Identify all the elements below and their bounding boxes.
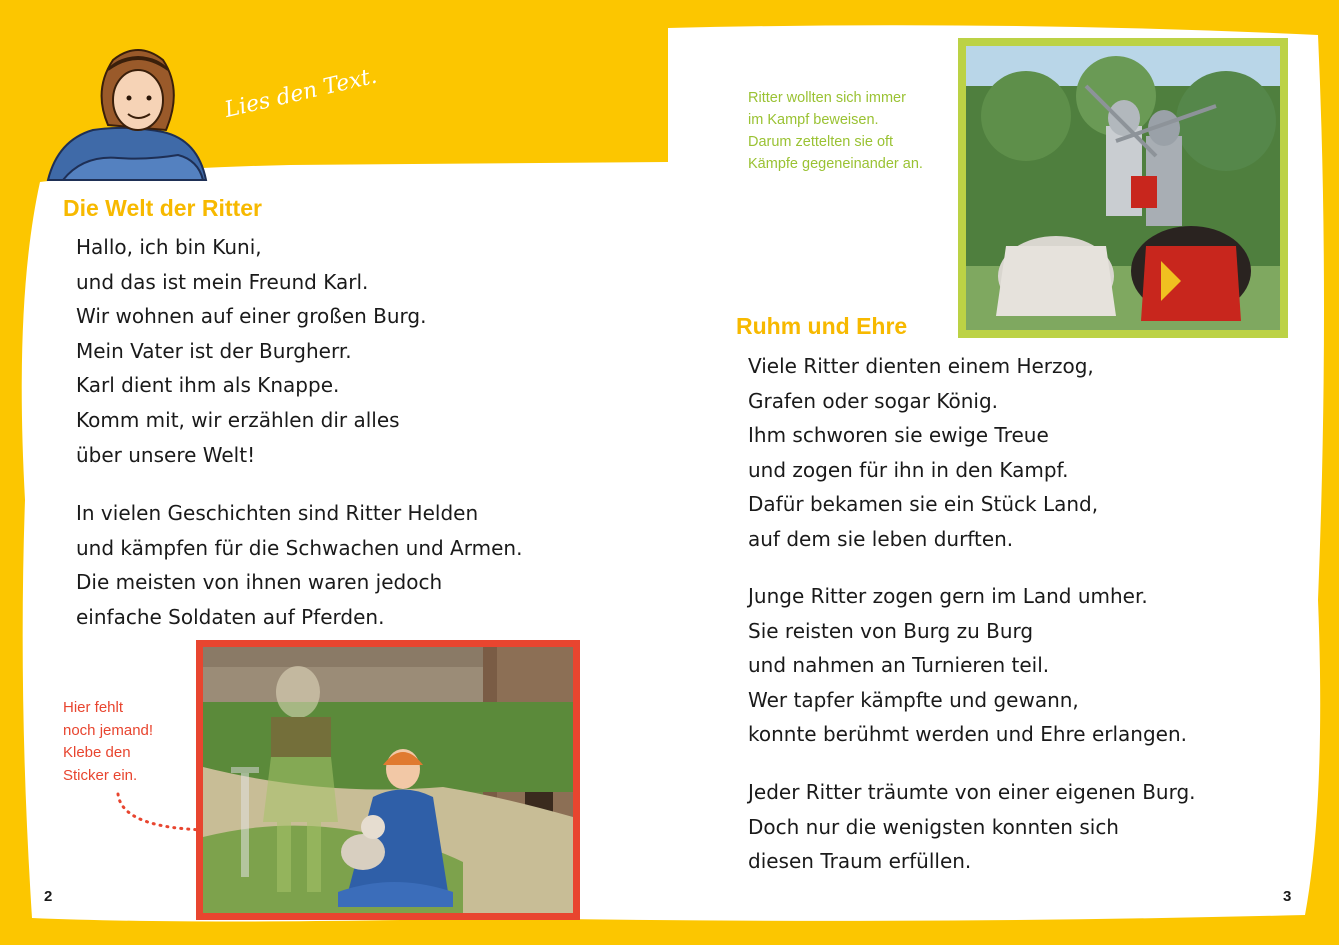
- text-line: Dafür bekamen sie ein Stück Land,: [748, 492, 1099, 517]
- right-paragraph-2: [748, 579, 1187, 752]
- text-line: Mein Vater ist der Burgherr.: [76, 338, 352, 363]
- photo-caption: [748, 87, 923, 175]
- right-paragraph-1: [748, 349, 1098, 557]
- text-line: diesen Traum erfüllen.: [748, 849, 972, 874]
- text-line: Hallo, ich bin Kuni,: [76, 235, 262, 259]
- text-line: noch jemand!: [63, 721, 154, 739]
- sticker-note: [63, 697, 153, 787]
- instruction-label: Lies den Text.: [222, 63, 380, 123]
- page-number-right: 3: [1283, 888, 1292, 905]
- text-line: Die meisten von ihnen waren jedoch: [76, 570, 443, 595]
- text-line: Ritter wollten sich immer: [748, 90, 906, 106]
- text-line: Viele Ritter dienten einem Herzog,: [748, 354, 1094, 378]
- text-line: Jeder Ritter träumte von einer eigenen Burg.: [748, 780, 1196, 804]
- text-line: und das ist mein Freund Karl.: [76, 269, 369, 294]
- text-line: Karl dient ihm als Knappe.: [76, 373, 340, 398]
- text-line: Doch nur die wenigsten konnten sich: [748, 814, 1119, 839]
- text-line: Ihm schworen sie ewige Treue: [748, 423, 1049, 448]
- text-line: konnte berühmt werden und Ehre erlangen.: [748, 722, 1187, 747]
- text-line: Sticker ein.: [63, 766, 138, 784]
- text-line: Wer tapfer kämpfte und gewann,: [748, 687, 1079, 712]
- text-line: Komm mit, wir erzählen dir alles: [76, 407, 400, 432]
- text-line: Darum zettelten sie oft: [748, 134, 894, 150]
- left-paragraph-2: [76, 496, 522, 634]
- text-line: In vielen Geschichten sind Ritter Helden: [76, 501, 479, 525]
- text-line: im Kampf beweisen.: [748, 112, 879, 128]
- text-line: einfache Soldaten auf Pferden.: [76, 604, 385, 629]
- text-line: Grafen oder sogar König.: [748, 388, 998, 413]
- heading-die-welt-der-ritter: Die Welt der Ritter: [63, 195, 262, 221]
- text-line: Kämpfe gegeneinander an.: [748, 156, 923, 172]
- text-line: Junge Ritter zogen gern im Land umher.: [748, 584, 1148, 608]
- text-line: auf dem sie leben durften.: [748, 526, 1014, 551]
- kuni-portrait: [38, 30, 228, 190]
- text-line: und kämpfen für die Schwachen und Armen.: [76, 535, 523, 560]
- page-number-left: 2: [44, 888, 53, 905]
- text-line: Wir wohnen auf einer großen Burg.: [76, 304, 427, 329]
- text-line: Sie reisten von Burg zu Burg: [748, 618, 1034, 643]
- text-line: über unsere Welt!: [76, 442, 256, 467]
- text-line: Klebe den: [63, 744, 131, 761]
- text-line: und nahmen an Turnieren teil.: [748, 653, 1050, 678]
- left-paragraph-1: [76, 230, 426, 472]
- text-line: Hier fehlt: [63, 699, 124, 716]
- heading-ruhm-und-ehre: Ruhm und Ehre: [736, 313, 908, 339]
- right-paragraph-3: [748, 775, 1196, 879]
- knights-photo-frame: [958, 38, 1288, 338]
- castle-scene-illustration: [203, 647, 573, 913]
- knights-joust-photo: [966, 46, 1280, 330]
- castle-illustration-frame: [196, 640, 580, 920]
- text-line: und zogen für ihn in den Kampf.: [748, 457, 1069, 482]
